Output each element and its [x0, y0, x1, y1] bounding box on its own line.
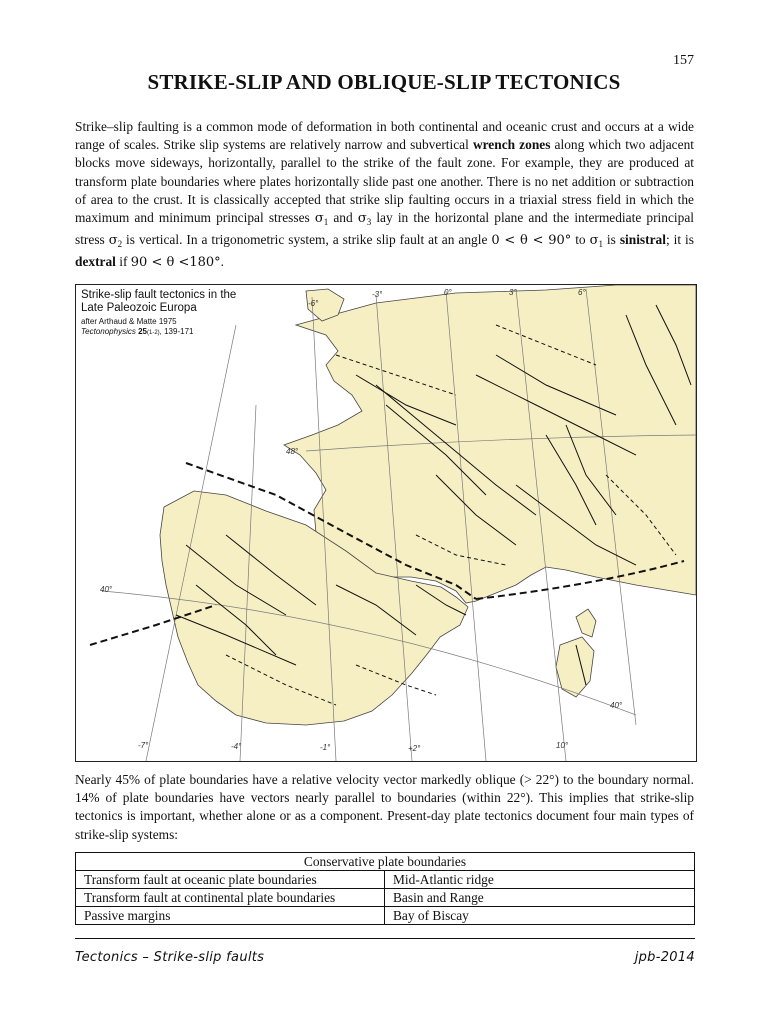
- coord-label: 48°: [286, 447, 299, 456]
- table-row: [76, 871, 695, 889]
- coord-label: +2°: [408, 744, 421, 753]
- term-dextral: dextral: [75, 254, 116, 270]
- page-number: 157: [673, 53, 694, 68]
- fault-map: [76, 285, 696, 761]
- coord-label: -3°: [372, 290, 383, 299]
- coord-label: -1°: [320, 743, 331, 752]
- term-wrench-zones: wrench zones: [472, 137, 551, 153]
- land-masses: [160, 285, 696, 725]
- table-cell: Passive margins: [76, 907, 385, 925]
- coord-label: 10°: [556, 741, 569, 750]
- coord-label: 3°: [509, 288, 517, 297]
- page-title: STRIKE-SLIP AND OBLIQUE-SLIP TECTONICS: [147, 70, 621, 94]
- coord-label: 6°: [578, 288, 586, 297]
- table-cell: Transform fault at continental plate boundaries: [76, 889, 385, 907]
- figure-title-line1: Strike-slip fault tectonics in the: [81, 289, 237, 301]
- table-row: [76, 907, 695, 925]
- fault-map-figure: [75, 284, 697, 762]
- footer-divider: [75, 938, 695, 939]
- table-cell: Mid-Atlantic ridge: [385, 871, 695, 889]
- table-row: [76, 889, 695, 907]
- table-cell: Basin and Range: [385, 889, 695, 907]
- coord-label: 0°: [444, 288, 452, 297]
- table-header: Conservative plate boundaries: [76, 853, 695, 871]
- footer-chapter-title: Tectonics – Strike-slip faults: [75, 950, 265, 965]
- coord-label: -7°: [138, 741, 149, 750]
- figure-credit-authors: after Arthaud & Matte 1975: [81, 317, 177, 326]
- figure-credit-journal: Tectonophysics 25(1-2), 139-171: [81, 327, 194, 336]
- footer-author-year: jpb-2014: [634, 950, 695, 965]
- coord-label: -6°: [308, 299, 319, 308]
- term-sinistral: sinistral: [619, 232, 666, 248]
- figure-caption: [81, 289, 236, 338]
- figure-title-line2: Late Paleozoic Europa: [81, 301, 197, 314]
- plate-boundaries-paragraph: Nearly 45% of plate boundaries have a relative velocity vector markedly oblique (> 22°) to the boundary normal. 14% of plate boundaries have vectors nearly parallel to boundaries (within 22°). This implies that strike-slip tectonics is important, whether alone or as a component. Present-day plate tectonics document four main types of strike-slip systems:: [75, 772, 694, 842]
- coord-label: 40°: [100, 585, 113, 594]
- land-corsica: [576, 609, 596, 637]
- coord-label: -4°: [231, 742, 242, 751]
- intro-paragraph: Strike–slip faulting is a common mode of deformation in both continental and oceanic crust and occurs at a wide range of scales. Strike slip systems are relatively narrow and subvertical wrench zones along which two adjacent blocks move sideways, horizontally, parallel to the strike of the fault zone. For example, they are produced at transform plate boundaries where plates horizontally slide past one another. There is no net addition or subtraction of area to the crust. It is classically accepted that strike slip faulting occurs in a triaxial stress field in which the maximum and minimum principal stresses $\sigma_1$ and $\sigma_3$ lay in the horizontal plane and the intermediate principal stress $\sigma_2$ is vertical. In a trigonometric system, a strike slip fault at an angle 0 < θ < 90° to $\sigma_1$ is sinistral; it is dextral if 90 < θ <180°.: [75, 119, 694, 271]
- coord-label: 40°: [610, 701, 623, 710]
- table-cell: Transform fault at oceanic plate boundaries: [76, 871, 385, 889]
- strike-slip-types-table: [75, 852, 695, 925]
- table-header-row: [76, 853, 695, 871]
- table-cell: Bay of Biscay: [385, 907, 695, 925]
